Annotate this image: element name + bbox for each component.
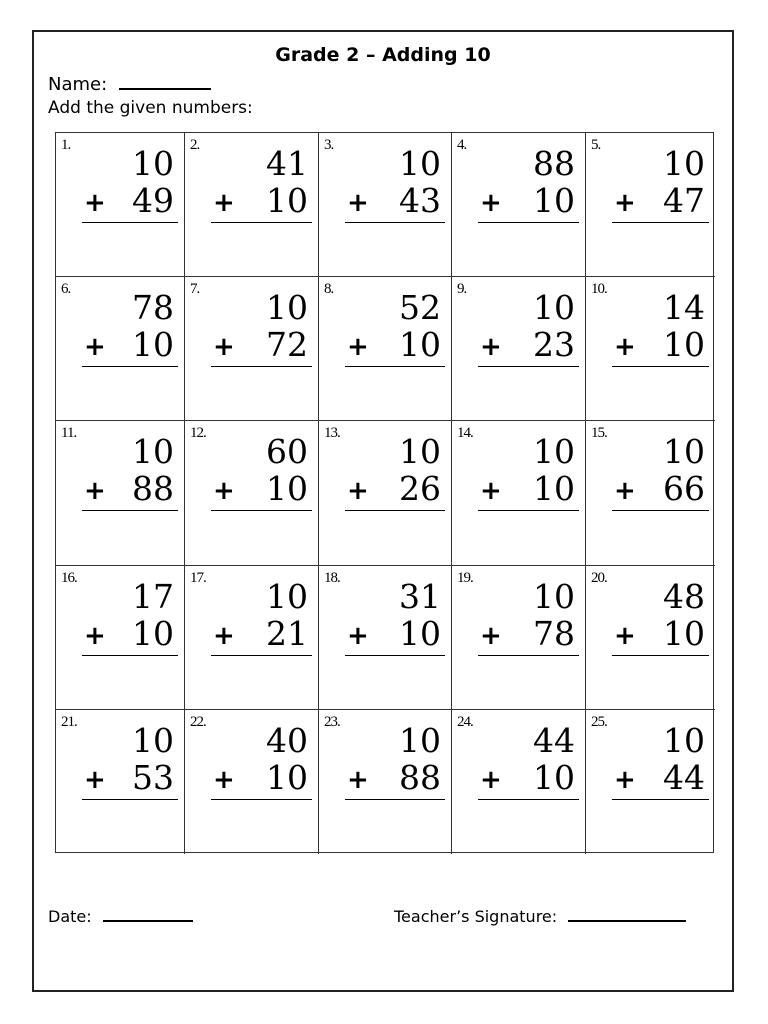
top-addend: 10: [132, 432, 174, 472]
plus-sign: +: [213, 476, 235, 507]
plus-sign: +: [213, 764, 235, 795]
answer-line[interactable]: [82, 366, 178, 367]
top-addend: 40: [266, 720, 308, 760]
date-label: Date:: [48, 907, 92, 926]
top-addend: 10: [533, 288, 575, 328]
problem-cell: [319, 277, 452, 421]
signature-label: Teacher’s Signature:: [394, 907, 558, 926]
top-addend: 41: [266, 144, 308, 183]
bottom-addend: 10: [132, 325, 174, 365]
problem-cell: [452, 277, 586, 421]
problem-number: 15.: [591, 425, 607, 442]
problem-cell: [452, 421, 586, 565]
worksheet-page: [32, 30, 734, 992]
problem-cell: [56, 710, 185, 854]
answer-line[interactable]: [345, 655, 445, 656]
problem-number: 4.: [457, 137, 467, 153]
bottom-addend: 43: [399, 181, 441, 220]
top-addend: 10: [132, 720, 174, 760]
problem-number: 5.: [591, 137, 601, 153]
top-addend: 10: [132, 144, 174, 183]
answer-line[interactable]: [345, 366, 445, 367]
problem-cell: [185, 566, 319, 710]
problem-cell: [586, 133, 715, 277]
answer-line[interactable]: [211, 655, 312, 656]
problem-cell: [586, 277, 715, 421]
plus-sign: +: [347, 188, 369, 218]
problem-cell: [319, 133, 452, 277]
problem-number: 17.: [190, 569, 206, 586]
bottom-addend: 10: [266, 757, 308, 797]
top-addend: 10: [533, 576, 575, 616]
plus-sign: +: [480, 764, 502, 795]
problem-number: 16.: [61, 569, 77, 586]
answer-line[interactable]: [612, 366, 709, 367]
answer-line[interactable]: [345, 510, 445, 511]
answer-line[interactable]: [211, 799, 312, 800]
bottom-addend: 88: [132, 469, 174, 509]
top-addend: 10: [399, 432, 441, 472]
answer-line[interactable]: [82, 655, 178, 656]
plus-sign: +: [614, 764, 636, 795]
answer-line[interactable]: [478, 222, 579, 223]
plus-sign: +: [347, 620, 369, 651]
bottom-addend: 10: [533, 757, 575, 797]
bottom-addend: 10: [266, 181, 308, 220]
bottom-addend: 66: [663, 469, 705, 509]
answer-line[interactable]: [478, 799, 579, 800]
problem-number: 6.: [61, 281, 71, 298]
bottom-addend: 10: [663, 613, 705, 653]
plus-sign: +: [213, 332, 235, 363]
plus-sign: +: [347, 332, 369, 363]
date-blank-line[interactable]: [103, 904, 193, 922]
top-addend: 44: [533, 720, 575, 760]
problem-cell: [452, 566, 586, 710]
name-label: Name:: [48, 74, 108, 95]
problem-grid: [55, 132, 714, 853]
bottom-addend: 21: [266, 613, 308, 653]
answer-line[interactable]: [211, 366, 312, 367]
problem-number: 25.: [591, 713, 607, 730]
problem-number: 21.: [61, 713, 77, 730]
top-addend: 48: [663, 576, 705, 616]
bottom-addend: 72: [266, 325, 308, 365]
problem-number: 18.: [324, 569, 340, 586]
problem-cell: [586, 566, 715, 710]
plus-sign: +: [84, 620, 106, 651]
problem-cell: [452, 133, 586, 277]
problem-cell: [56, 277, 185, 421]
bottom-addend: 10: [132, 613, 174, 653]
problem-number: 10.: [591, 281, 607, 298]
answer-line[interactable]: [345, 222, 445, 223]
bottom-addend: 47: [663, 181, 705, 220]
problem-cell: [586, 421, 715, 565]
answer-line[interactable]: [211, 510, 312, 511]
top-addend: 10: [533, 432, 575, 472]
problem-cell: [185, 277, 319, 421]
problem-number: 20.: [591, 569, 607, 586]
top-addend: 17: [132, 576, 174, 616]
answer-line[interactable]: [478, 366, 579, 367]
bottom-addend: 10: [399, 325, 441, 365]
answer-line[interactable]: [612, 510, 709, 511]
top-addend: 10: [266, 576, 308, 616]
problem-cell: [319, 421, 452, 565]
answer-line[interactable]: [345, 799, 445, 800]
answer-line[interactable]: [612, 222, 709, 223]
answer-line[interactable]: [612, 655, 709, 656]
answer-line[interactable]: [612, 799, 709, 800]
top-addend: 10: [266, 288, 308, 328]
signature-blank-line[interactable]: [568, 904, 686, 922]
top-addend: 78: [132, 288, 174, 328]
top-addend: 60: [266, 432, 308, 472]
signature-field[interactable]: [394, 904, 686, 926]
bottom-addend: 78: [533, 613, 575, 653]
answer-line[interactable]: [82, 222, 178, 223]
answer-line[interactable]: [478, 655, 579, 656]
problem-cell: [586, 710, 715, 854]
bottom-addend: 10: [663, 325, 705, 365]
name-blank-line[interactable]: [119, 72, 211, 90]
problem-cell: [56, 133, 185, 277]
plus-sign: +: [480, 332, 502, 363]
bottom-addend: 49: [132, 181, 174, 220]
problem-number: 7.: [190, 281, 200, 298]
bottom-addend: 10: [266, 469, 308, 509]
plus-sign: +: [84, 764, 106, 795]
date-field[interactable]: [48, 904, 193, 926]
problem-number: 1.: [61, 137, 71, 153]
plus-sign: +: [84, 476, 106, 507]
top-addend: 10: [399, 144, 441, 183]
problem-cell: [452, 710, 586, 854]
plus-sign: +: [213, 188, 235, 218]
plus-sign: +: [614, 476, 636, 507]
bottom-addend: 23: [533, 325, 575, 365]
problem-cell: [185, 133, 319, 277]
plus-sign: +: [84, 332, 106, 363]
bottom-addend: 10: [399, 613, 441, 653]
problem-cell: [56, 566, 185, 710]
problem-number: 23.: [324, 713, 340, 730]
bottom-addend: 53: [132, 757, 174, 797]
top-addend: 10: [399, 720, 441, 760]
top-addend: 31: [399, 576, 441, 616]
bottom-addend: 10: [533, 181, 575, 220]
problem-cell: [319, 566, 452, 710]
problem-number: 22.: [190, 713, 206, 730]
answer-line[interactable]: [211, 222, 312, 223]
problem-number: 3.: [324, 137, 334, 153]
problem-number: 8.: [324, 281, 334, 298]
problem-cell: [185, 710, 319, 854]
answer-line[interactable]: [478, 510, 579, 511]
problem-number: 11.: [61, 425, 77, 442]
plus-sign: +: [480, 620, 502, 651]
name-field[interactable]: [48, 72, 211, 95]
bottom-addend: 44: [663, 757, 705, 797]
problem-number: 9.: [457, 281, 467, 298]
plus-sign: +: [480, 476, 502, 507]
problem-number: 19.: [457, 569, 473, 586]
instructions-text: Add the given numbers:: [48, 98, 253, 118]
problem-cell: [56, 421, 185, 565]
plus-sign: +: [614, 620, 636, 651]
worksheet-title: Grade 2 – Adding 10: [275, 44, 491, 66]
plus-sign: +: [614, 332, 636, 363]
top-addend: 88: [533, 144, 575, 183]
problem-number: 13.: [324, 425, 340, 442]
problem-number: 14.: [457, 425, 473, 442]
bottom-addend: 26: [399, 469, 441, 509]
problem-number: 12.: [190, 425, 206, 442]
top-addend: 10: [663, 144, 705, 183]
top-addend: 10: [663, 720, 705, 760]
plus-sign: +: [347, 476, 369, 507]
problem-cell: [319, 710, 452, 854]
answer-line[interactable]: [82, 510, 178, 511]
problem-number: 24.: [457, 713, 473, 730]
problem-number: 2.: [190, 137, 200, 153]
plus-sign: +: [347, 764, 369, 795]
answer-line[interactable]: [82, 799, 178, 800]
plus-sign: +: [213, 620, 235, 651]
problem-cell: [185, 421, 319, 565]
top-addend: 10: [663, 432, 705, 472]
plus-sign: +: [480, 188, 502, 218]
plus-sign: +: [614, 188, 636, 218]
top-addend: 52: [399, 288, 441, 328]
bottom-addend: 88: [399, 757, 441, 797]
bottom-addend: 10: [533, 469, 575, 509]
plus-sign: +: [84, 188, 106, 218]
top-addend: 14: [663, 288, 705, 328]
